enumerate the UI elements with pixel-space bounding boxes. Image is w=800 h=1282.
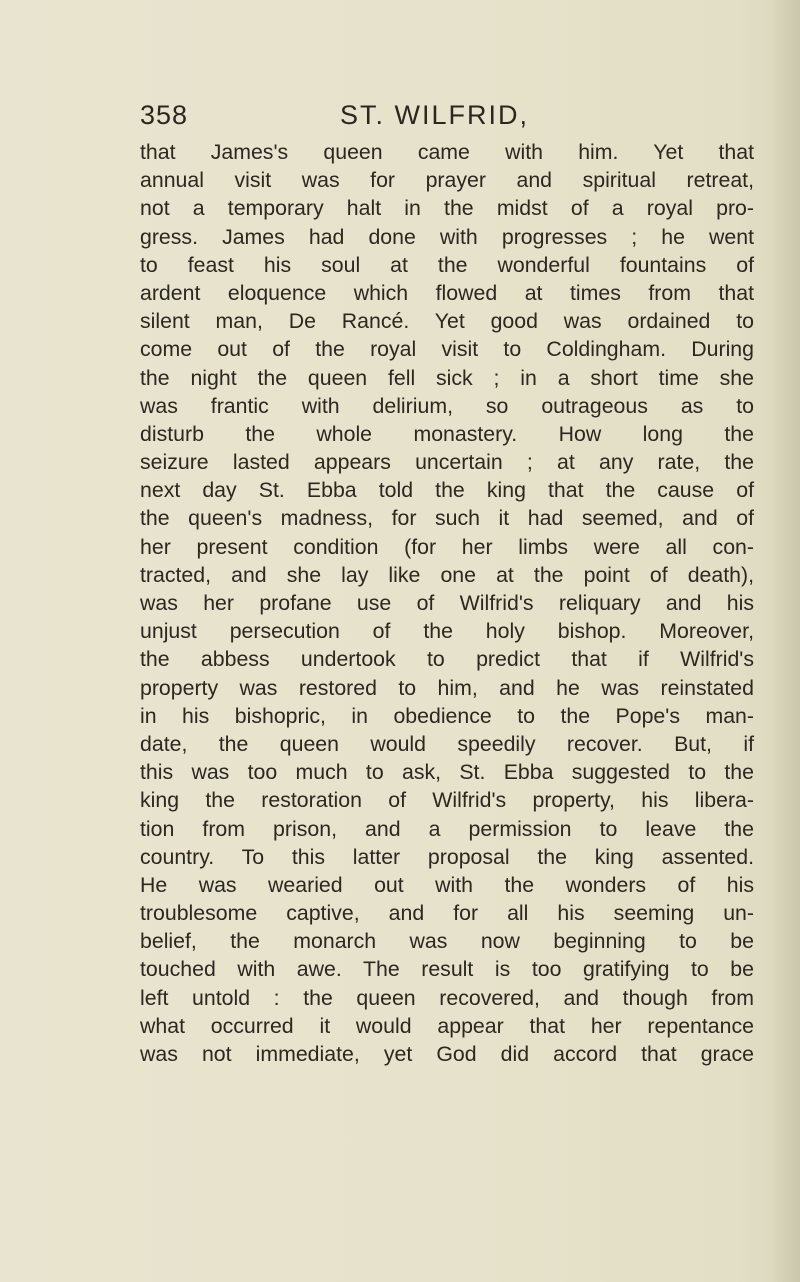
text-line: silent man, De Rancé. Yet good was ordained to bbox=[140, 309, 754, 334]
page-header bbox=[140, 90, 760, 134]
page-number: 358 bbox=[140, 100, 189, 130]
text-line: her present condition (for her limbs were all con- bbox=[140, 534, 754, 559]
text-line: come out of the royal visit to Coldingham. During bbox=[140, 337, 754, 362]
text-line: seizure lasted appears uncertain ; at any rate, the bbox=[140, 450, 754, 475]
text-line: country. To this latter proposal the king assented. bbox=[140, 844, 754, 869]
text-line: troublesome captive, and for all his seeming un- bbox=[140, 901, 754, 926]
text-line: tion from prison, and a permission to leave the bbox=[140, 816, 754, 841]
text-line: left untold : the queen recovered, and though from bbox=[140, 985, 754, 1010]
text-line: He was wearied out with the wonders of his bbox=[140, 872, 754, 897]
page-edge-shadow bbox=[772, 0, 800, 1282]
text-line: belief, the monarch was now beginning to be bbox=[140, 929, 754, 954]
text-line: in his bishopric, in obedience to the Pope's man- bbox=[140, 703, 754, 728]
text-line: the abbess undertook to predict that if Wilfrid's bbox=[140, 647, 754, 672]
text-line: unjust persecution of the holy bishop. Moreover, bbox=[140, 619, 754, 644]
body-text bbox=[140, 138, 754, 1068]
text-line: next day St. Ebba told the king that the cause of bbox=[140, 478, 754, 503]
text-line: disturb the whole monastery. How long the bbox=[140, 421, 754, 446]
running-title: ST. WILFRID, bbox=[340, 100, 530, 130]
text-line: this was too much to ask, St. Ebba suggested to the bbox=[140, 760, 754, 785]
text-line: was frantic with delirium, so outrageous as to bbox=[140, 393, 754, 418]
text-line: what occurred it would appear that her repentance bbox=[140, 1013, 754, 1038]
text-line: to feast his soul at the wonderful fountains of bbox=[140, 252, 754, 277]
text-line: that James's queen came with him. Yet that bbox=[140, 140, 754, 164]
text-line: the queen's madness, for such it had seemed, and of bbox=[140, 506, 754, 531]
text-line: king the restoration of Wilfrid's property, his libera- bbox=[140, 788, 754, 813]
text-line: touched with awe. The result is too gratifying to be bbox=[140, 957, 754, 982]
text-line: was not immediate, yet God did accord that grace bbox=[140, 1042, 754, 1066]
text-line: tracted, and she lay like one at the point of death), bbox=[140, 562, 754, 587]
text-line: annual visit was for prayer and spiritual retreat, bbox=[140, 168, 754, 193]
text-line: the night the queen fell sick ; in a short time she bbox=[140, 365, 754, 390]
text-line: ardent eloquence which flowed at times from that bbox=[140, 280, 754, 305]
text-line: property was restored to him, and he was reinstated bbox=[140, 675, 754, 700]
text-line: gress. James had done with progresses ; he went bbox=[140, 224, 754, 249]
text-line: date, the queen would speedily recover. But, if bbox=[140, 731, 754, 756]
text-line: not a temporary halt in the midst of a royal pro- bbox=[140, 196, 754, 221]
text-line: was her profane use of Wilfrid's reliquary and his bbox=[140, 591, 754, 615]
